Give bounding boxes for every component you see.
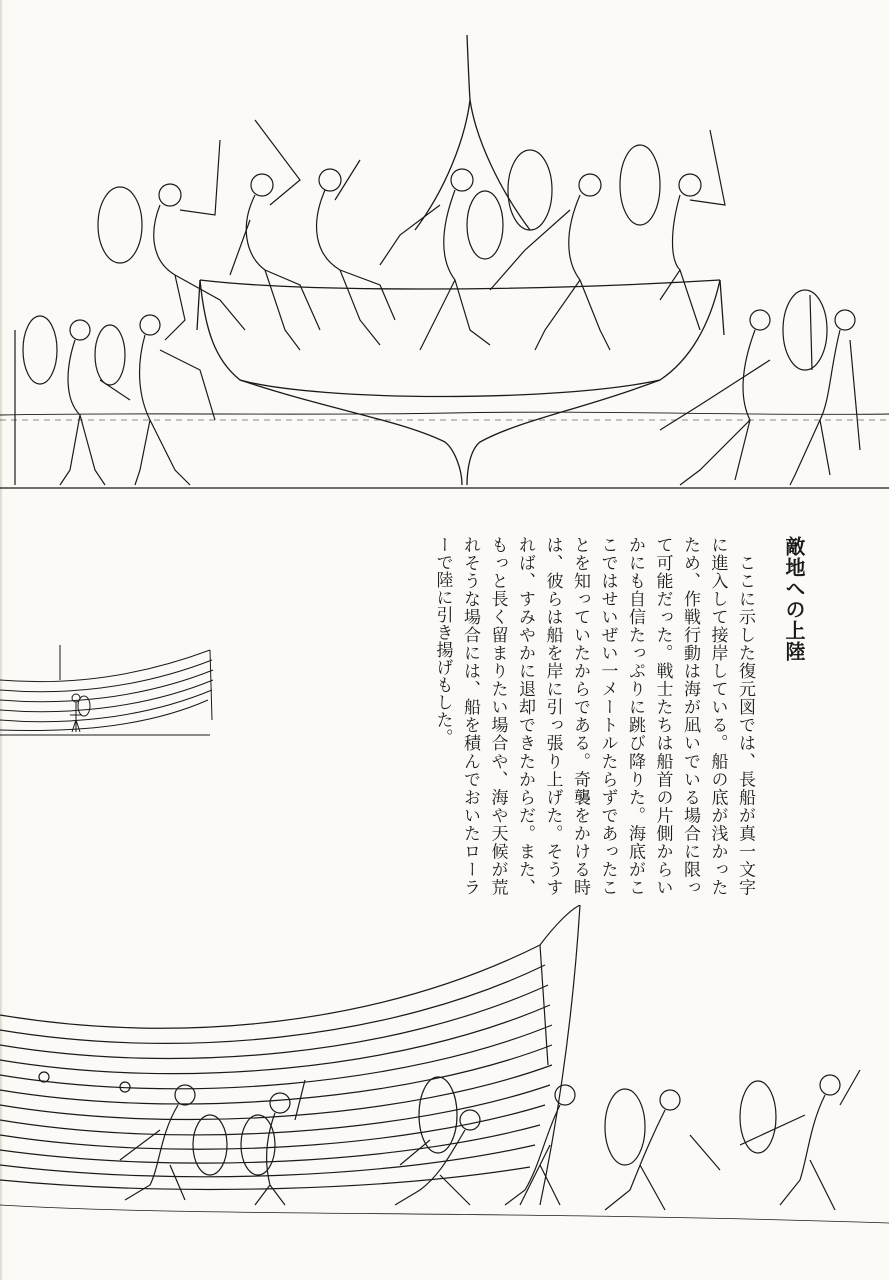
illustration-hauling-ship [0,905,889,1245]
illustration-warriors-landing [0,30,889,500]
article-body: ここに示した復元図では、長船が真一文字に進入して接岸している。船の底が浅かったため、作戦行動は海が凪いでいる場合に限って可能だった。戦士たちは船首の片側からいかにも自信たっぷりに跳び降りた。海底がここではせいぜい一メートルたらずであったことを知っていたからである。奇襲をかける時は、彼らは船を岸に引っ張り上げた。そうすれば、すみやかに退却できたからだ。また、もっと長く留まりたい場合や、海や天候が荒れそうな場合には、船を積んでおいたローラーで陸に引き揚げもした。 [432,536,755,896]
illustration-small-longship [0,640,230,750]
article-text-block [428,536,809,916]
article-heading: 敵地への上陸 [782,536,806,662]
